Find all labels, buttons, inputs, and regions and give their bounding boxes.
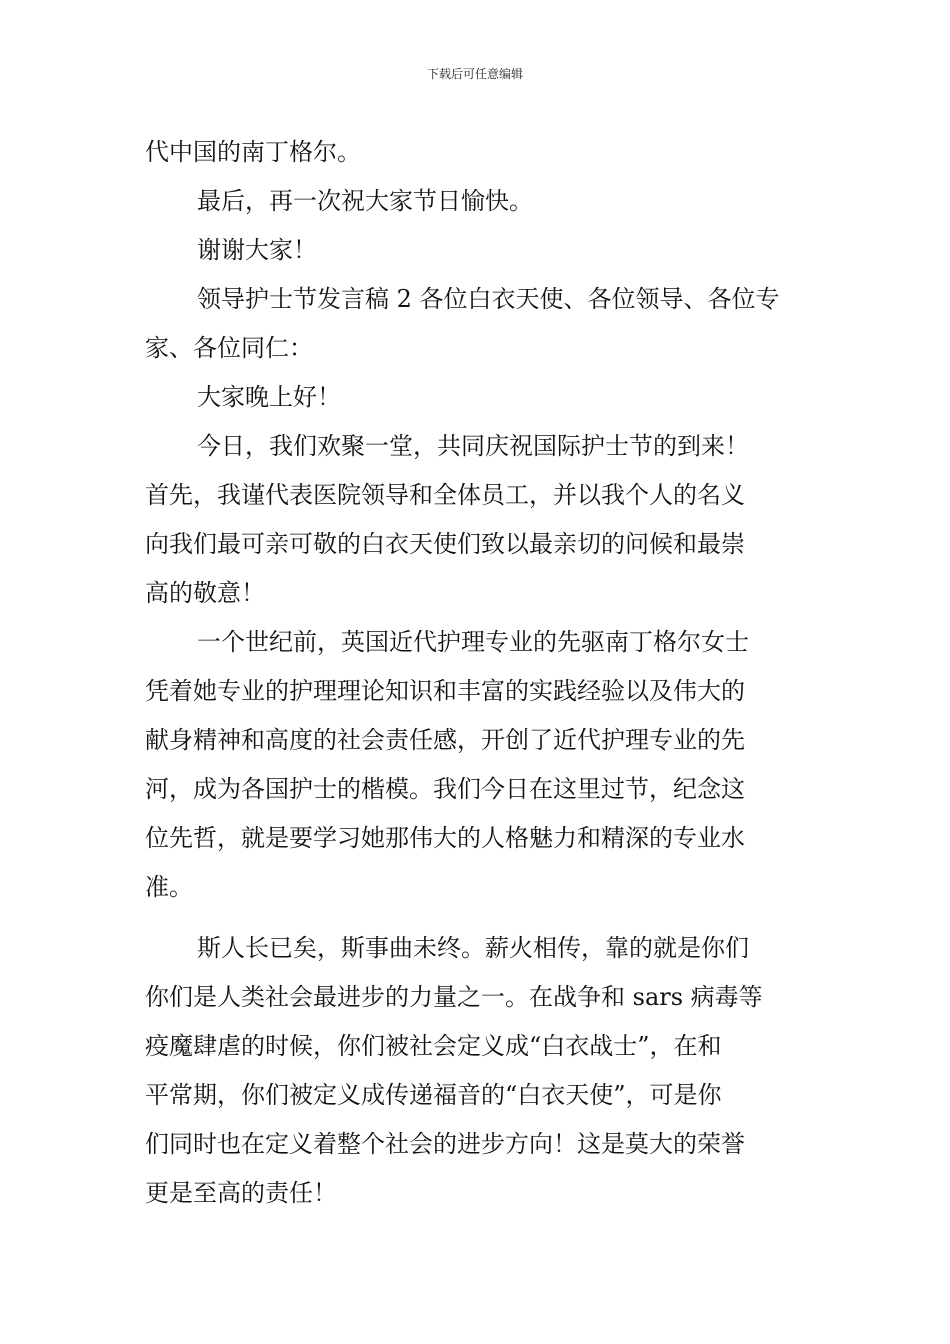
text-line: 河，成为各国护士的楷模。我们今日在这里过节，纪念这 xyxy=(145,775,745,803)
text-line: 位先哲，就是要学习她那伟大的人格魅力和精深的专业水 xyxy=(145,824,745,852)
text-line: 平常期，你们被定义成传递福音的“白衣天使”，可是你 xyxy=(145,1081,722,1109)
page-header: 下载后可任意编辑 xyxy=(426,67,523,81)
text-line: 首先，我谨代表医院领导和全体员工，并以我个人的名义 xyxy=(145,481,745,509)
text-line: 代中国的南丁格尔。 xyxy=(145,138,361,166)
text-line: 更是至高的责任！ xyxy=(145,1179,337,1207)
text-line: 高的敬意！ xyxy=(145,579,265,607)
text-line: 你们是人类社会最进步的力量之一。在战争和 sars 病毒等 xyxy=(145,983,763,1011)
text-line: 斯人长已矣，斯事曲未终。薪火相传，靠的就是你们 xyxy=(197,934,749,962)
text-line: 一个世纪前，英国近代护理专业的先驱南丁格尔女士 xyxy=(197,628,749,656)
text-line: 疫魔肆虐的时候，你们被社会定义成“白衣战士”，在和 xyxy=(145,1032,722,1060)
document-body xyxy=(145,128,810,1218)
text-line: 献身精神和高度的社会责任感，开创了近代护理专业的先 xyxy=(145,726,745,754)
text-line: 领导护士节发言稿 2 各位白衣天使、各位领导、各位专 xyxy=(197,285,780,313)
text-line: 家、各位同仁： xyxy=(145,334,313,362)
text-line: 向我们最可亲可敬的白衣天使们致以最亲切的问候和最崇 xyxy=(145,530,745,558)
text-line: 今日，我们欢聚一堂，共同庆祝国际护士节的到来！ xyxy=(197,432,749,460)
text-line: 最后，再一次祝大家节日愉快。 xyxy=(197,187,533,215)
text-line: 凭着她专业的护理理论知识和丰富的实践经验以及伟大的 xyxy=(145,677,745,705)
text-line: 准。 xyxy=(145,873,193,901)
text-line: 谢谢大家！ xyxy=(197,236,317,264)
text-line: 们同时也在定义着整个社会的进步方向！这是莫大的荣誉 xyxy=(145,1130,745,1158)
text-line: 大家晚上好！ xyxy=(197,383,341,411)
